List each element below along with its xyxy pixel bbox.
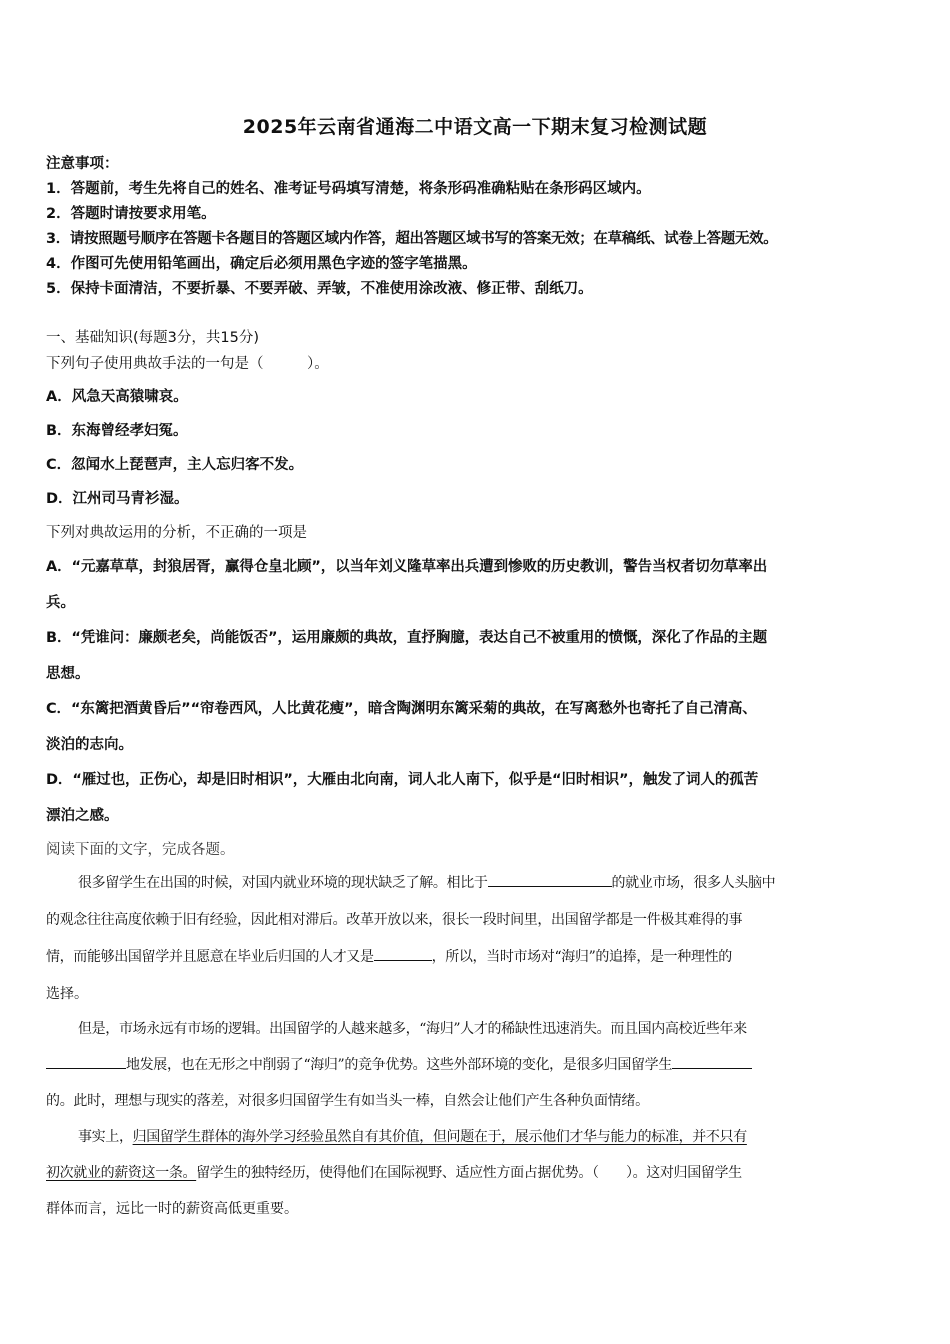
passage-p2-line1: 但是，市场永远有市场的逻辑。出国留学的人越来越多，“海归”人才的稀缺性迅速消失。而且国内高校近些年来 [78, 1021, 747, 1037]
answer-blank-1[interactable] [488, 872, 612, 887]
q1-option-b: B．东海曾经孝妇冤。 [46, 423, 188, 439]
passage-text: 地发展，也在无形之中削弱了“海归”的竞争优势。这些外部环境的变化，是很多归国留学生 [126, 1057, 672, 1073]
underlined-sentence: 初次就业的薪资这一条。 [46, 1165, 197, 1181]
passage-p1-line3 [46, 946, 732, 966]
q1-option-c: C．忽闻水上琵琶声，主人忘归客不发。 [46, 457, 304, 473]
passage-p1-line1 [78, 872, 775, 892]
notice-item-3: 3．请按照题号顺序在答题卡各题目的答题区域内作答，超出答题区域书写的答案无效；在草稿纸、试卷上答题无效。 [46, 231, 778, 247]
q1-option-d: D．江州司马青衫湿。 [46, 491, 189, 507]
passage-p2-line3: 的。此时，理想与现实的落差，对很多归国留学生有如当头一棒，自然会让他们产生各种负面情绪。 [46, 1093, 649, 1109]
passage-text: 的就业市场，很多人头脑中 [611, 875, 776, 891]
passage-p1-line4: 选择。 [46, 986, 88, 1002]
passage-p3-line3: 群体而言，远比一时的薪资高低更重要。 [46, 1201, 298, 1217]
passage-text: 很多留学生在出国的时候，对国内就业环境的现状缺乏了解。相比于 [78, 875, 488, 891]
passage-p1-line2: 的观念往往高度依赖于旧有经验，因此相对滞后。改革开放以来，很长一段时间里，出国留学都是一件极其难得的事 [46, 912, 743, 928]
notice-item-5: 5．保持卡面清洁，不要折暴、不要弄破、弄皱，不准使用涂改液、修正带、刮纸刀。 [46, 281, 593, 297]
underlined-sentence: 归国留学生群体的海外学习经验虽然自有其价值，但问题在于，展示他们才华与能力的标准，并不只有 [132, 1129, 747, 1145]
notice-heading: 注意事项： [46, 156, 119, 172]
q2-option-b-line2: 思想。 [46, 666, 90, 682]
notice-item-4: 4．作图可先使用铅笔画出，确定后必须用黑色字迹的签字笔描黑。 [46, 256, 477, 272]
passage-p2-line2 [46, 1054, 752, 1074]
q2-option-c-line2: 淡泊的志向。 [46, 737, 133, 753]
q1-stem: 下列句子使用典故手法的一句是（ ）。 [46, 356, 329, 372]
notice-item-2: 2．答题时请按要求用笔。 [46, 206, 216, 222]
q2-option-a-line1: A．“元嘉草草，封狼居胥，赢得仓皇北顾”，以当年刘义隆草率出兵遭到惨败的历史教训，警告当权者切勿草率出 [46, 559, 768, 575]
notice-item-1: 1．答题前，考生先将自己的姓名、准考证号码填写清楚，将条形码准确粘贴在条形码区域内。 [46, 181, 651, 197]
q1-option-a: A．风急天高猿啸哀。 [46, 389, 188, 405]
q2-option-d-line1: D．“雁过也，正伤心，却是旧时相识”，大雁由北向南，词人北人南下，似乎是“旧时相识”，触发了词人的孤苦 [46, 772, 759, 788]
passage-text: 事实上， [78, 1129, 133, 1145]
q2-option-a-line2: 兵。 [46, 595, 75, 611]
answer-blank-4[interactable] [672, 1054, 752, 1069]
q2-option-b-line1: B．“凭谁问：廉颇老矣，尚能饭否”，运用廉颇的典故，直抒胸臆，表达自己不被重用的愤慨，深化了作品的主题 [46, 630, 768, 646]
answer-blank-3[interactable] [46, 1054, 126, 1069]
answer-blank-2[interactable] [374, 946, 432, 961]
passage-p3-line1 [78, 1126, 747, 1146]
passage-text: 情，而能够出国留学并且愿意在毕业后归国的人才又是 [46, 949, 374, 965]
q2-stem: 下列对典故运用的分析，不正确的一项是 [46, 525, 307, 541]
passage-p3-line2 [46, 1162, 742, 1182]
q2-option-d-line2: 漂泊之感。 [46, 808, 119, 824]
section-heading: 一、基础知识(每题3分，共15分) [46, 330, 259, 346]
q2-option-c-line1: C．“东篱把酒黄昏后”“帘卷西风，人比黄花瘦”，暗含陶渊明东篱采菊的典故，在写离愁外也寄托了自己清高、 [46, 701, 757, 717]
passage-text: 留学生的独特经历，使得他们在国际视野、适应性方面占据优势。（ ）。这对归国留学生 [196, 1165, 742, 1181]
reading-instruction: 阅读下面的文字，完成各题。 [46, 842, 235, 858]
page-title: 2025年云南省通海二中语文高一下期末复习检测试题 [242, 116, 708, 138]
passage-text: ，所以，当时市场对“海归”的追捧，是一种理性的 [431, 949, 732, 965]
